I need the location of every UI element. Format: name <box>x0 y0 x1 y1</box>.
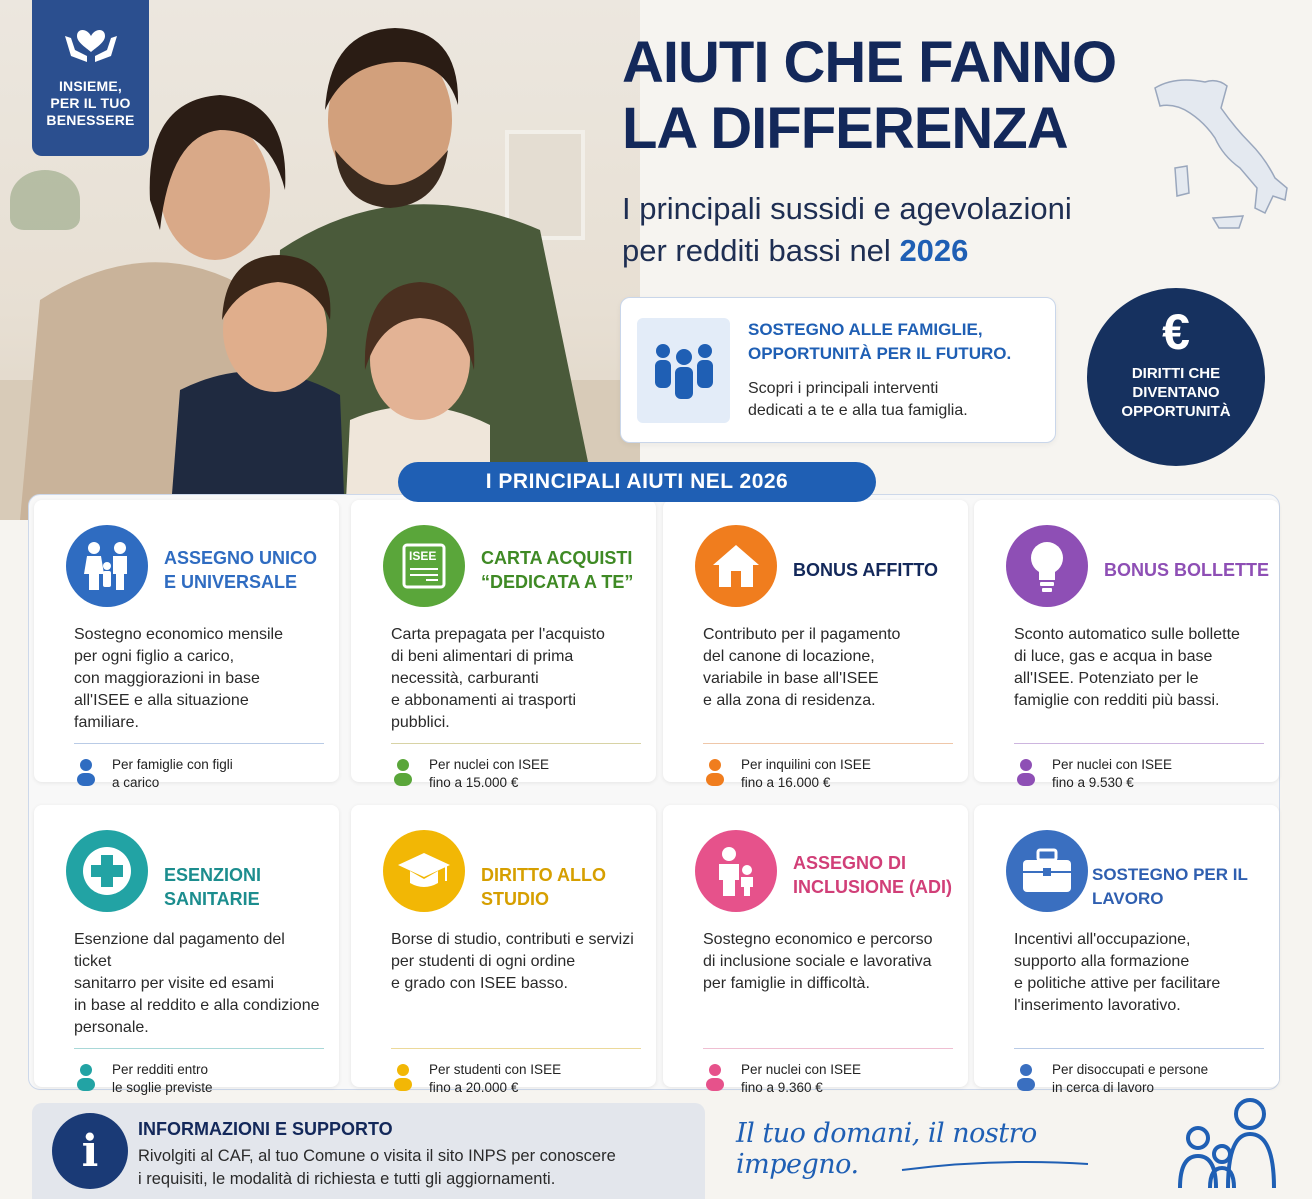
briefcase-icon <box>1006 830 1088 912</box>
info-title: INFORMAZIONI E SUPPORTO <box>138 1119 393 1139</box>
badge-label: INSIEME, PER IL TUO BENESSERE <box>46 78 135 128</box>
card-title: CARTA ACQUISTI “DEDICATA A TE” <box>481 548 634 592</box>
house-icon <box>695 525 777 607</box>
divider <box>391 1048 641 1049</box>
card-title: ASSEGNO DI INCLUSIONE (ADI) <box>793 853 952 897</box>
card-title: BONUS AFFITTO <box>793 560 938 580</box>
info-icon: i <box>52 1113 128 1189</box>
person-icon <box>393 1063 413 1093</box>
card-description: Contributo per il pagamento del canone di locazione, variabile in base all'ISEE e alla zona di residenza. <box>703 626 901 709</box>
card-target: Per nuclei con ISEE fino a 9.360 € <box>741 1062 862 1095</box>
medical-cross-icon <box>66 830 148 912</box>
support-description: Scopri i principali interventi dedicati a te e alla tua famiglia. <box>748 380 968 419</box>
rights-circle <box>1087 288 1265 466</box>
card-assegno-unico[interactable] <box>34 500 339 790</box>
graduation-cap-icon <box>383 830 465 912</box>
slogan: Il tuo domani, il nostro impegno. <box>736 1118 1037 1180</box>
person-icon <box>705 758 725 788</box>
person-icon <box>76 1063 96 1093</box>
info-description: Rivolgiti al CAF, al tuo Comune o visita il sito INPS per conoscere i requisiti, le modalità di richiesta e tutti gli aggiornamenti. <box>138 1147 616 1188</box>
card-description: Esenzione dal pagamento del ticket sanitarro per visite ed esami in base al reddito e alla condizione personale. <box>74 931 320 1036</box>
card-target: Per studenti con ISEE fino a 20.000 € <box>429 1062 562 1095</box>
card-title: DIRITTO ALLO STUDIO <box>481 865 606 909</box>
heart-hands-icon <box>61 16 121 66</box>
hero-title: AIUTI CHE FANNO LA DIFFERENZA <box>622 30 1117 161</box>
divider <box>1014 743 1264 744</box>
hero-subtitle-text: I principali sussidi e agevolazioni per redditi bassi nel <box>622 191 1072 268</box>
card-target: Per disoccupati e persone in cerca di lavoro <box>1052 1062 1209 1095</box>
lightbulb-icon <box>1006 525 1088 607</box>
divider <box>74 1048 324 1049</box>
card-assegno-inclusione[interactable] <box>663 805 968 1095</box>
wellbeing-badge <box>32 0 149 156</box>
card-target: Per inquilini con ISEE fino a 16.000 € <box>741 757 871 790</box>
card-bonus-bollette[interactable] <box>974 500 1279 790</box>
card-title: ESENZIONI SANITARIE <box>164 865 262 909</box>
card-diritto-allo-studio[interactable] <box>351 805 656 1095</box>
hero-subtitle <box>622 188 1202 272</box>
card-target: Per famiglie con figli a carico <box>112 757 233 790</box>
rights-label: DIRITTI CHE DIVENTANO OPPORTUNITÀ <box>1121 365 1231 420</box>
euro-icon: € <box>1162 304 1190 360</box>
card-target: Per redditi entro le soglie previste <box>112 1062 213 1095</box>
isee-label: ISEE <box>409 549 437 563</box>
person-icon <box>76 758 96 788</box>
family-logo-icon <box>1170 1094 1286 1190</box>
family-icon <box>66 525 148 607</box>
divider <box>391 743 641 744</box>
card-title: BONUS BOLLETTE <box>1104 560 1269 580</box>
person-icon <box>1016 758 1036 788</box>
divider <box>74 743 324 744</box>
italy-map <box>1135 68 1295 248</box>
support-card <box>620 297 1056 443</box>
card-description: Sostegno economico e percorso di inclusione sociale e lavorativa per famiglie in difficoltà. <box>703 931 933 992</box>
card-description: Incentivi all'occupazione, supporto alla formazione e politiche attive per facilitare l'inserimento lavorativo. <box>1014 931 1221 1014</box>
card-title: SOSTEGNO PER IL LAVORO <box>1092 865 1248 908</box>
card-esenzioni-sanitarie[interactable] <box>34 805 339 1095</box>
card-description: Sostegno economico mensile per ogni figlio a carico, con maggiorazioni in base all'ISEE e alla situazione familiare. <box>74 626 284 731</box>
card-target: Per nuclei con ISEE fino a 9.530 € <box>1052 757 1173 790</box>
divider <box>703 743 953 744</box>
family-group-icon <box>637 318 730 423</box>
isee-card-icon <box>383 525 465 607</box>
hero-year: 2026 <box>899 233 969 268</box>
card-carta-acquisti[interactable] <box>351 500 656 790</box>
card-description: Borse di studio, contributi e servizi per studenti di ogni ordine e grado con ISEE basso. <box>391 931 634 992</box>
card-bonus-affitto[interactable] <box>663 500 968 790</box>
slogan-underline <box>900 1160 1090 1172</box>
divider <box>703 1048 953 1049</box>
divider <box>1014 1048 1264 1049</box>
person-icon <box>1016 1063 1036 1093</box>
parent-child-icon <box>695 830 777 912</box>
card-sostegno-lavoro[interactable] <box>974 805 1279 1095</box>
support-title: SOSTEGNO ALLE FAMIGLIE, OPPORTUNITÀ PER IL FUTURO. <box>748 320 1012 363</box>
info-box <box>32 1103 705 1199</box>
card-description: Carta prepagata per l'acquisto di beni alimentari di prima necessità, carburanti e abbonamenti ai trasporti pubblici. <box>391 626 605 731</box>
person-icon <box>393 758 413 788</box>
card-target: Per nuclei con ISEE fino a 15.000 € <box>429 757 550 790</box>
card-description: Sconto automatico sulle bollette di luce, gas e acqua in base all'ISEE. Potenziato per le famiglie con redditi più bassi. <box>1014 626 1240 709</box>
section-title: I PRINCIPALI AIUTI NEL 2026 <box>398 462 876 502</box>
card-title: ASSEGNO UNICO E UNIVERSALE <box>164 548 318 592</box>
person-icon <box>705 1063 725 1093</box>
